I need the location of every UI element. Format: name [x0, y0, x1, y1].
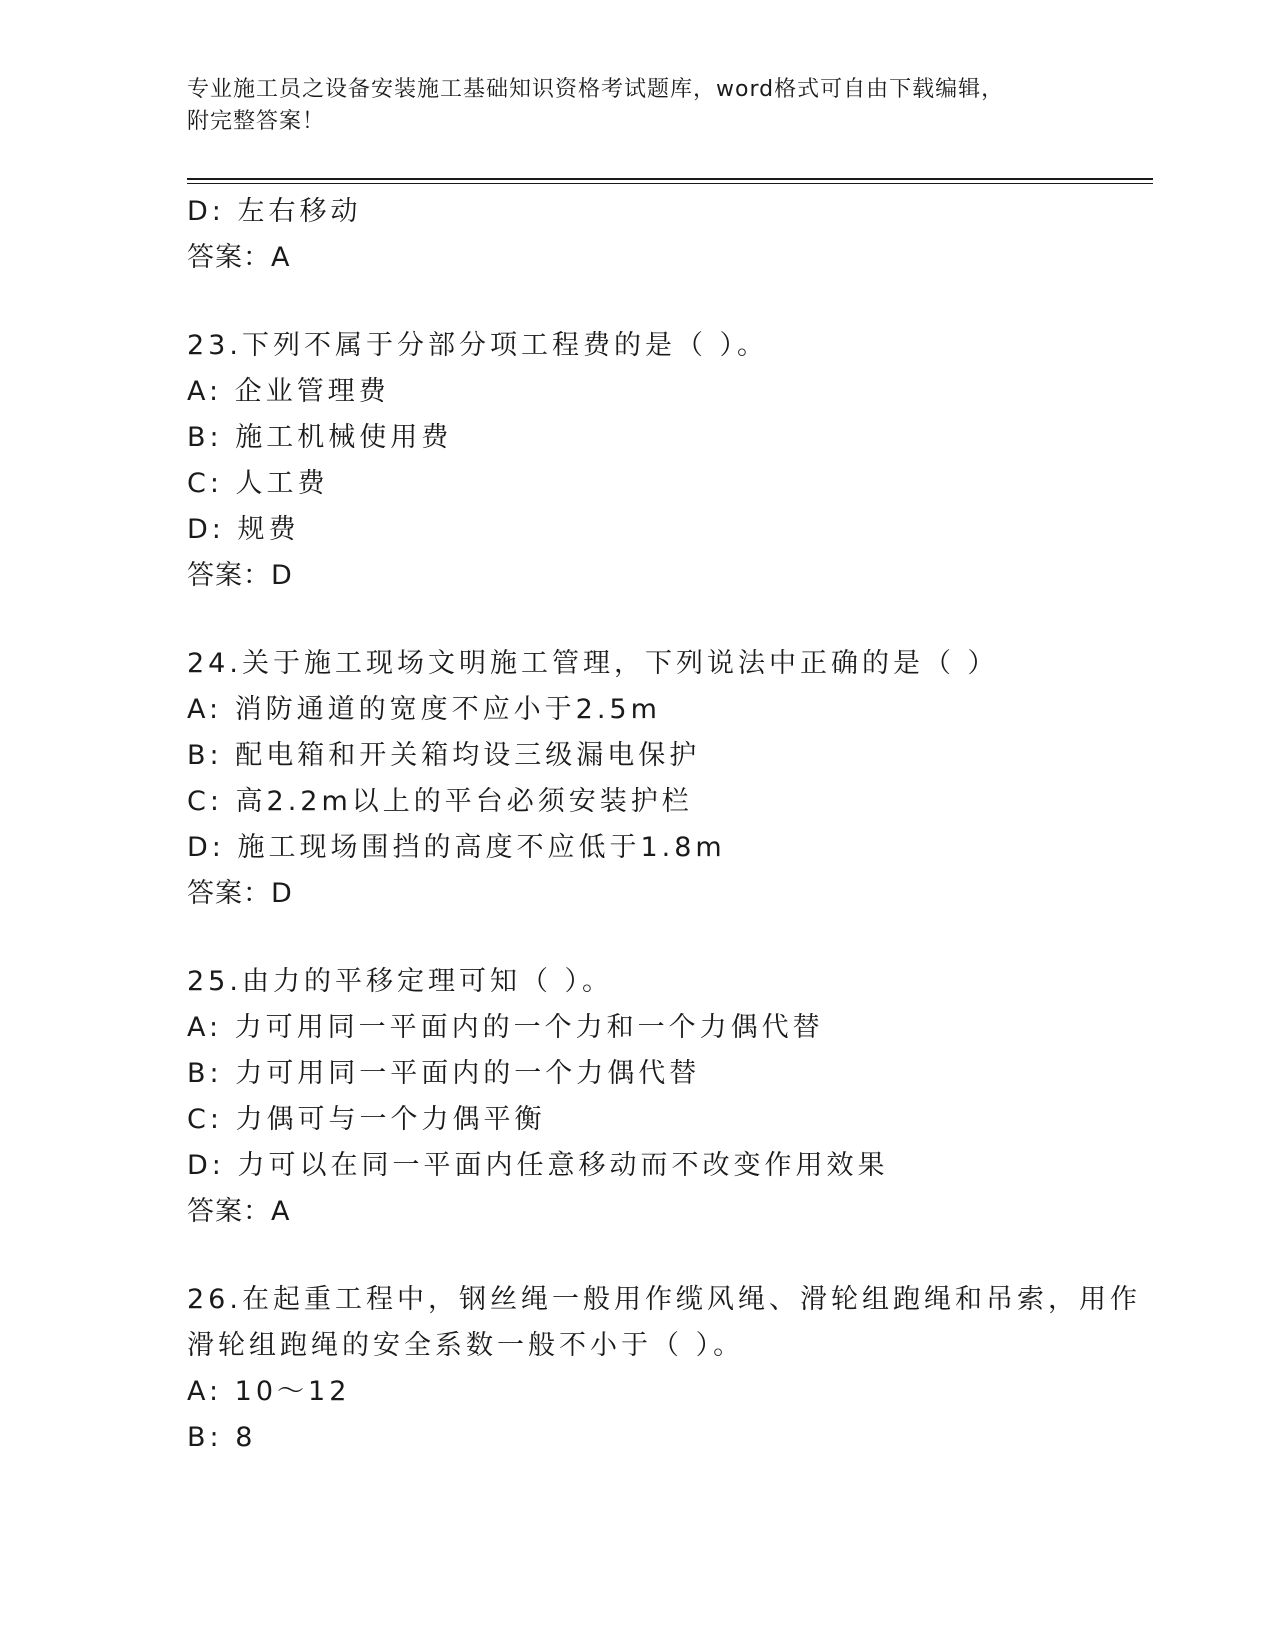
document-header [187, 74, 1067, 138]
answer-line: 答案：D [187, 560, 293, 591]
question-stem-line-1: 26.在起重工程中，钢丝绳一般用作缆风绳、滑轮组跑绳和吊索，用作 [187, 1284, 1141, 1315]
option-c: C: 力偶可与一个力偶平衡 [187, 1104, 546, 1135]
question-stem: 23.下列不属于分部分项工程费的是（ ）。 [187, 330, 769, 361]
header-divider-thick [187, 178, 1153, 180]
answer-line: 答案：A [187, 1196, 291, 1227]
option-a: A: 10～12 [187, 1376, 351, 1407]
option-d: D: 施工现场围挡的高度不应低于1.8m [187, 832, 726, 863]
question-23 [187, 323, 1147, 599]
option-d: D: 左右移动 [187, 196, 362, 227]
header-line-2: 附完整答案！ [187, 109, 326, 134]
option-c: C: 人工费 [187, 468, 329, 499]
option-d: D: 力可以在同一平面内任意移动而不改变作用效果 [187, 1150, 889, 1181]
option-a: A: 力可用同一平面内的一个力和一个力偶代替 [187, 1012, 824, 1043]
question-list [187, 189, 1147, 1461]
option-b: B: 8 [187, 1422, 257, 1453]
option-b: B: 配电箱和开关箱均设三级漏电保护 [187, 740, 701, 771]
header-divider-thin [187, 183, 1153, 184]
question-stem: 24.关于施工现场文明施工管理，下列说法中正确的是（ ） [187, 648, 999, 679]
question-stem: 25.由力的平移定理可知（ ）。 [187, 966, 614, 997]
option-b: B: 力可用同一平面内的一个力偶代替 [187, 1058, 701, 1089]
answer-line: 答案：A [187, 242, 291, 273]
previous-question-tail [187, 189, 1147, 281]
answer-line: 答案：D [187, 878, 293, 909]
option-b: B: 施工机械使用费 [187, 422, 453, 453]
option-c: C: 高2.2m以上的平台必须安装护栏 [187, 786, 693, 817]
option-d: D: 规费 [187, 514, 300, 545]
question-stem-line-2: 滑轮组跑绳的安全系数一般不小于（ ）。 [187, 1330, 745, 1361]
question-26 [187, 1277, 1147, 1461]
question-25 [187, 959, 1147, 1235]
option-a: A: 消防通道的宽度不应小于2.5m [187, 694, 661, 725]
question-24 [187, 641, 1147, 917]
header-line-1: 专业施工员之设备安装施工基础知识资格考试题库，word格式可自由下载编辑， [187, 77, 1005, 102]
option-a: A: 企业管理费 [187, 376, 390, 407]
